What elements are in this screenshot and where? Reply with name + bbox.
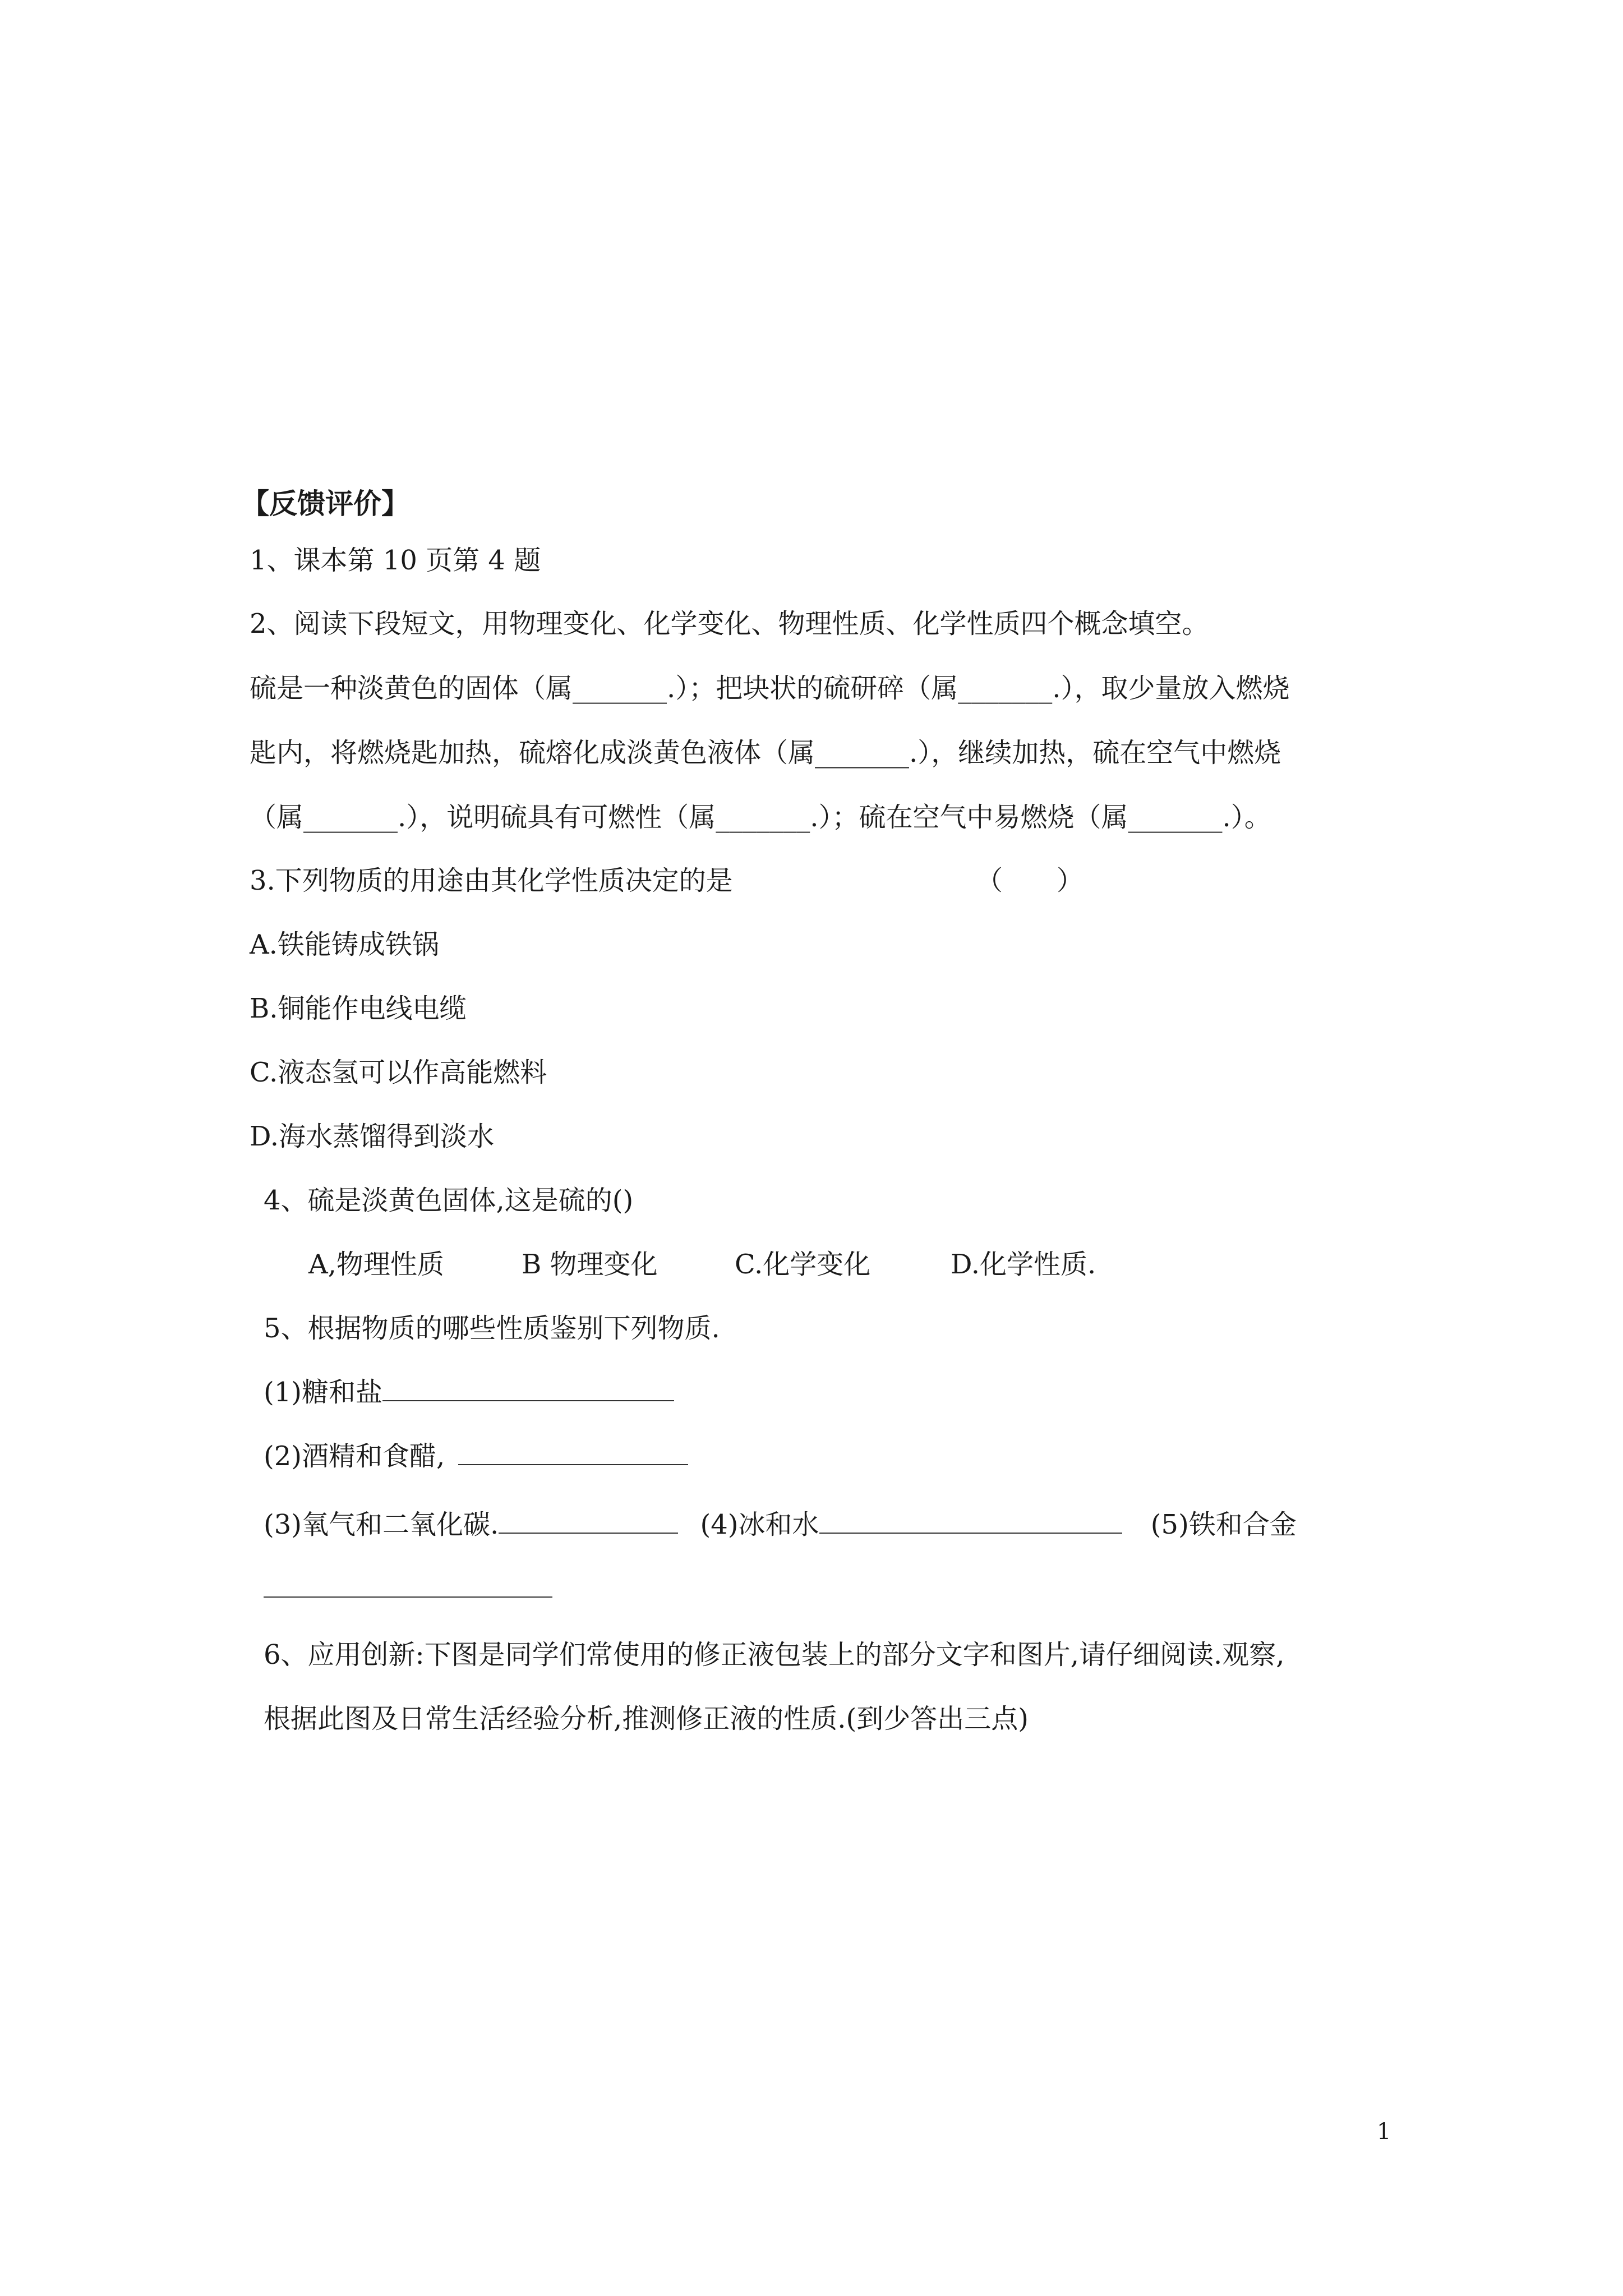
question-4-option-b: B 物理变化 — [522, 1249, 658, 1280]
question-4-option-d: D.化学性质. — [951, 1249, 1096, 1280]
question-2-paragraph-line-2: 匙内，将燃烧匙加热，硫熔化成淡黄色液体（属_______.），继续加热，硫在空气中燃烧 — [250, 737, 1281, 769]
question-2-intro: 2、阅读下段短文，用物理变化、化学变化、物理性质、化学性质四个概念填空。 — [250, 608, 1209, 639]
item-1-answer-blank — [382, 1375, 674, 1401]
section-title: 【反馈评价】 — [241, 487, 409, 520]
question-3-option-c: C.液态氢可以作高能燃料 — [250, 1057, 547, 1088]
item-5-label: (5)铁和合金 — [1150, 1509, 1297, 1540]
question-5-items-3-5 — [264, 1507, 1297, 1543]
question-3-option-b: B.铜能作电线电缆 — [250, 993, 467, 1024]
item-4-label: (4)冰和水 — [700, 1509, 819, 1540]
question-2-paragraph-line-3: （属_______.），说明硫具有可燃性（属_______.）；硫在空气中易燃烧（属_______.）。 — [250, 802, 1271, 833]
item-5-answer-blank — [264, 1596, 552, 1598]
question-1: 1、课本第 10 页第 4 题 — [250, 545, 541, 576]
question-3-option-a: A.铁能铸成铁锅 — [250, 929, 439, 960]
question-4-option-a: A,物理性质 — [308, 1249, 444, 1280]
question-5-item-1 — [264, 1374, 674, 1410]
question-3-stem: 3.下列物质的用途由其化学性质决定的是 — [250, 865, 733, 896]
question-4-option-c: C.化学变化 — [735, 1249, 871, 1280]
item-3-label: (3)氧气和二氧化碳. — [264, 1509, 499, 1540]
item-2-answer-blank — [458, 1439, 688, 1465]
question-6-line-1: 6、应用创新:下图是同学们常使用的修正液包装上的部分文字和图片,请仔细阅读.观察, — [264, 1639, 1285, 1671]
item-3-answer-blank — [499, 1508, 678, 1534]
page-number: 1 — [1377, 2119, 1391, 2145]
question-6-line-2: 根据此图及日常生活经验分析,推测修正液的性质.(到少答出三点) — [264, 1703, 1029, 1734]
question-3-answer-bracket: （ ） — [976, 865, 1084, 896]
item-1-label: (1)糖和盐 — [264, 1377, 382, 1408]
question-4-stem: 4、硫是淡黄色固体,这是硫的() — [264, 1185, 634, 1216]
question-5-item-2 — [264, 1438, 688, 1474]
item-4-answer-blank — [819, 1508, 1122, 1534]
question-5-stem: 5、根据物质的哪些性质鉴别下列物质. — [264, 1313, 720, 1344]
question-3-option-d: D.海水蒸馏得到淡水 — [250, 1121, 495, 1152]
item-2-label: (2)酒精和食醋, — [264, 1441, 445, 1472]
question-2-paragraph-line-1: 硫是一种淡黄色的固体（属_______.）；把块状的硫研碎（属_______.），取少量放入燃烧 — [250, 673, 1290, 704]
